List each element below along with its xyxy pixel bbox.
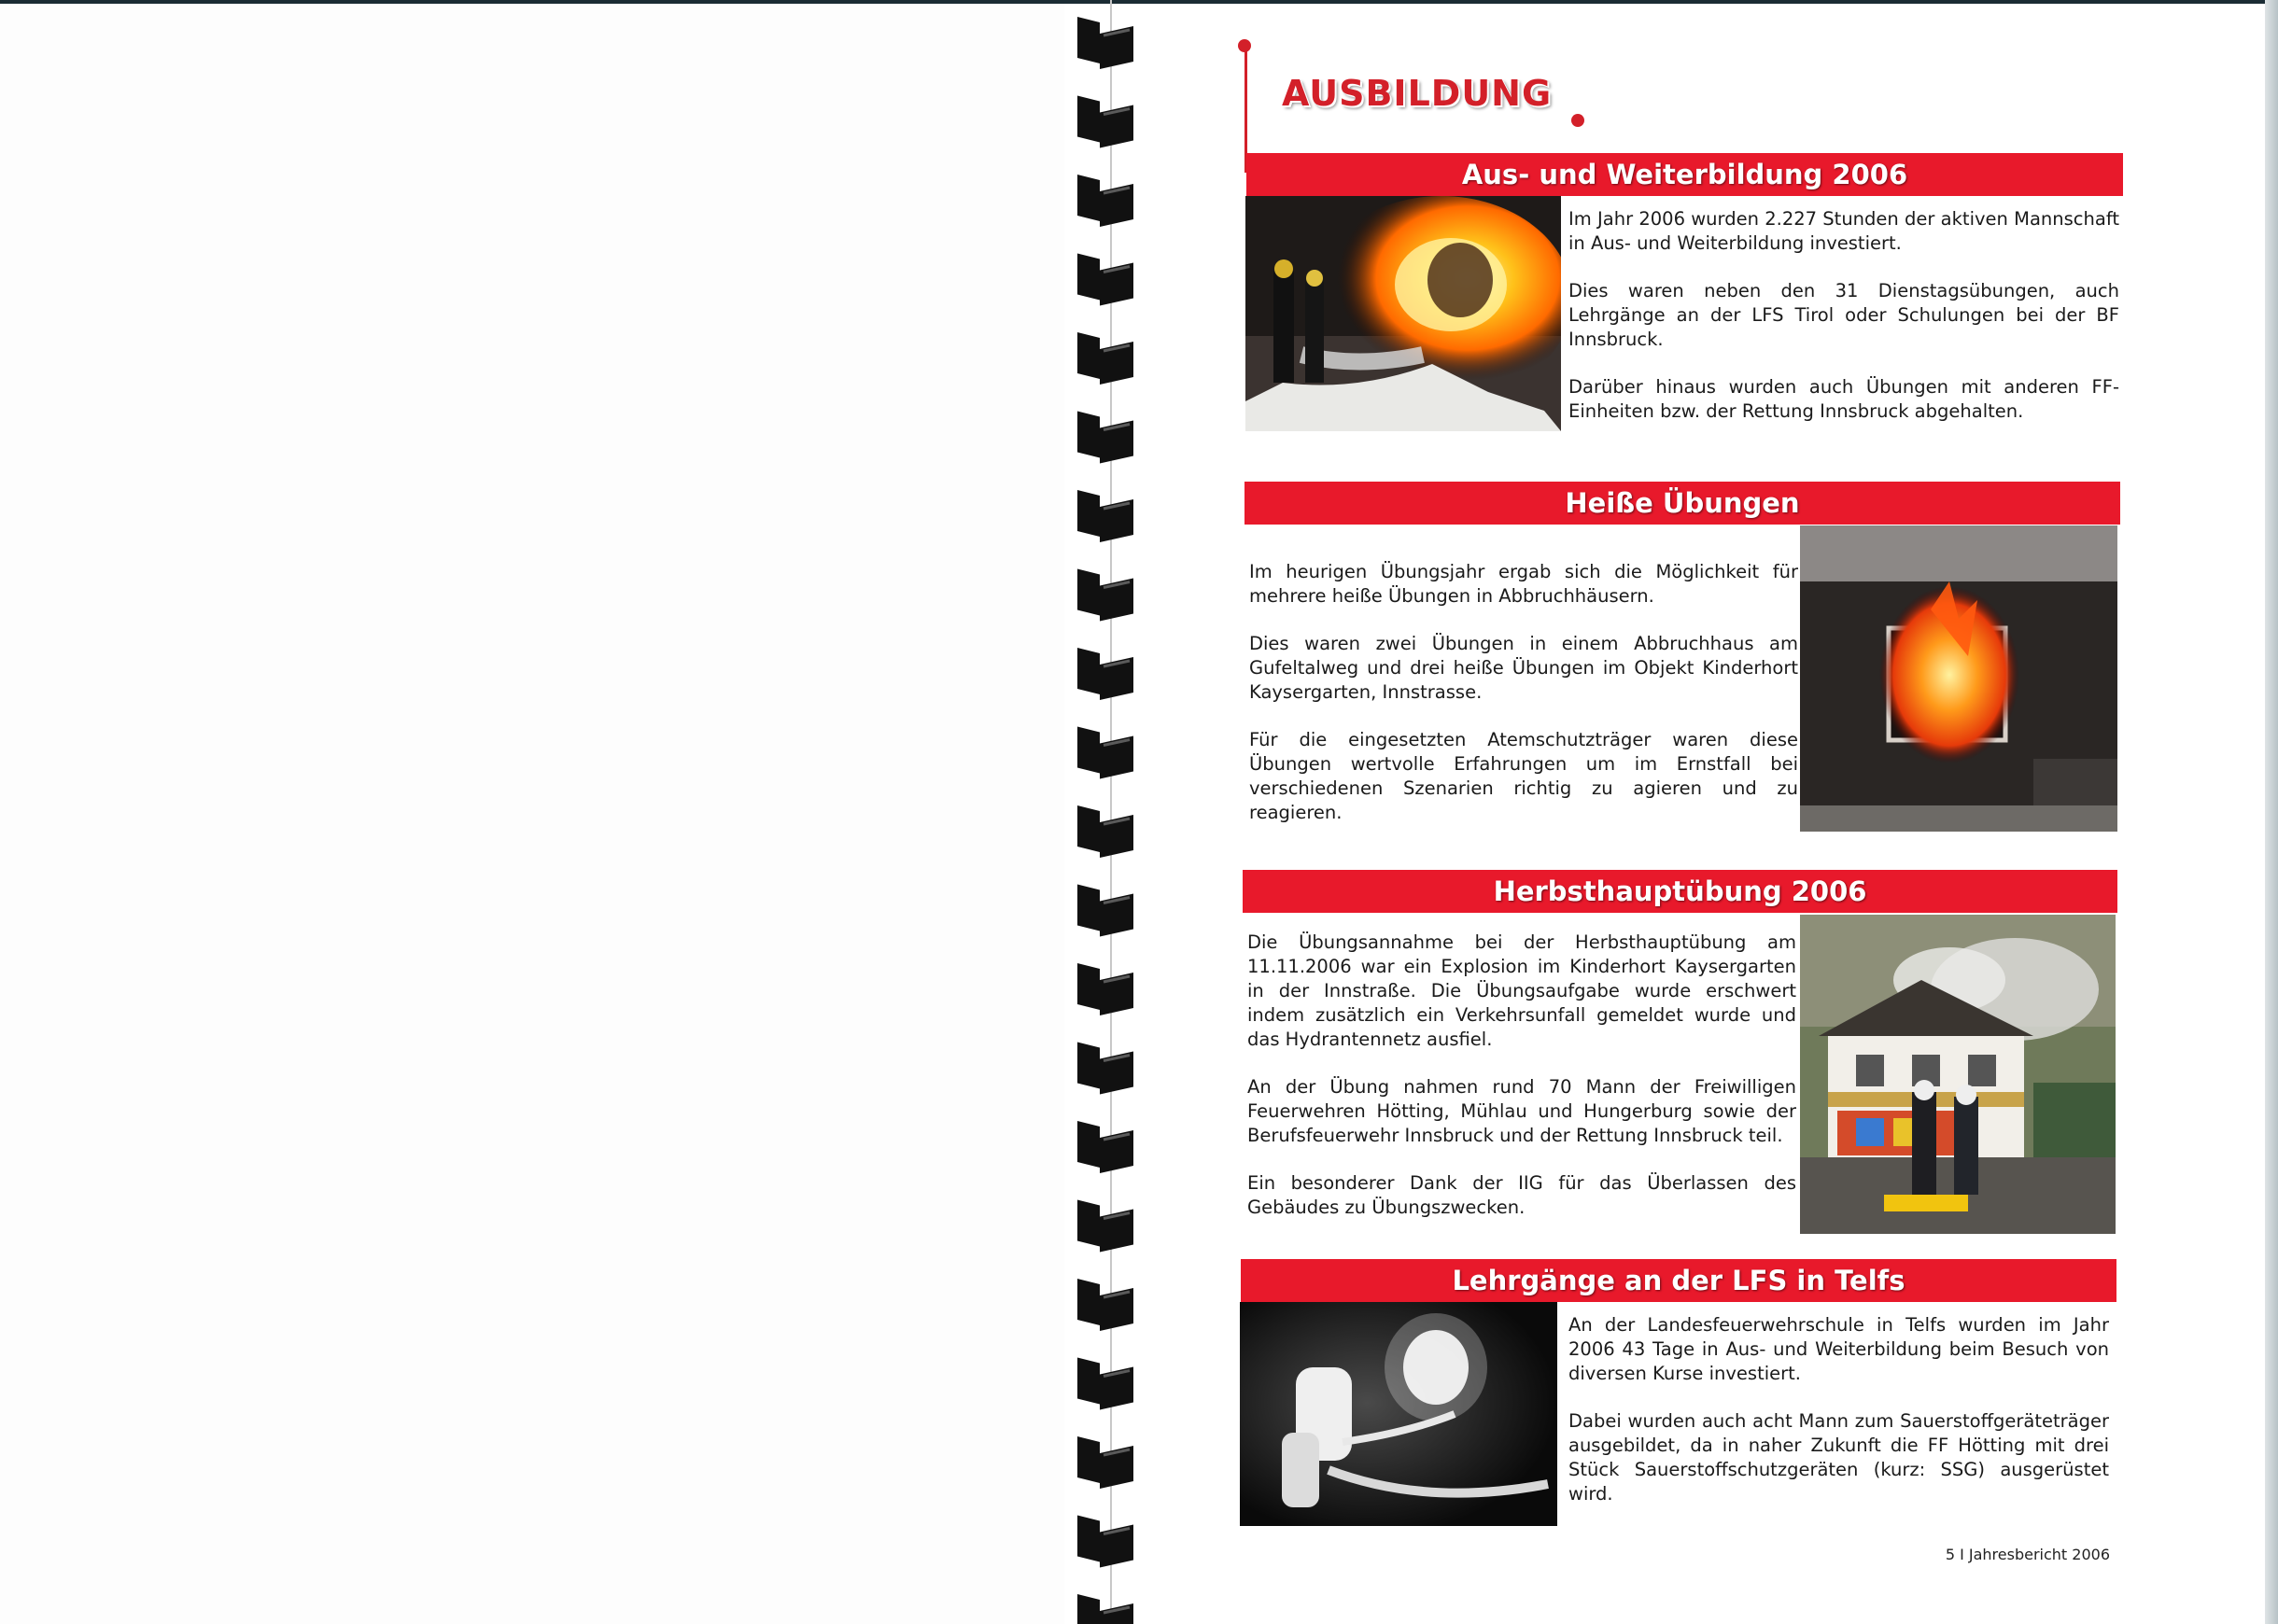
spiral-ring [1077,648,1133,700]
section-text-heisse-uebungen [1249,560,1798,848]
page-title: AUSBILDUNG [1282,73,1553,114]
spiral-ring [1077,1516,1133,1568]
paragraph: Für die eingesetzten Atemschutzträger waren diese Übungen wertvolle Erfahrungen um im Ernstfall bei verschiedenen Szenarien richtig zu agieren und zu reagieren. [1249,729,1798,823]
paragraph: Darüber hinaus wurden auch Übungen mit anderen FF-Einheiten bzw. der Rettung Innsbruck abgehalten. [1568,376,2119,422]
spiral-ring [1077,490,1133,542]
spiral-ring [1077,727,1133,779]
spiral-ring [1077,175,1133,227]
spiral-ring [1077,96,1133,148]
section-heading-aus-weiterbildung: Aus- und Weiterbildung 2006 [1246,153,2123,196]
spiral-ring [1077,1358,1133,1410]
title-dot-end [1571,114,1584,127]
thermal-camera-photo [1240,1302,1557,1526]
paragraph: Dabei wurden auch acht Mann zum Sauerstoffgeräteträger ausgebildet, da in naher Zukunft die FF Hötting mit drei Stück Sauerstoffschutzgeräten (kurz: SSG) ausgerüstet wird. [1568,1410,2109,1505]
spiral-ring [1077,1043,1133,1095]
blank-left-page [0,4,1064,1624]
section-text-herbsthauptuebung [1247,931,1796,1243]
paragraph: Dies waren neben den 31 Dienstagsübungen, auch Lehrgänge an der LFS Tirol oder Schulungen bei der BF Innsbruck. [1568,280,2119,350]
paragraph: Ein besonderer Dank der IIG für das Überlassen des Gebäudes zu Übungszwecken. [1247,1172,1796,1218]
spiral-ring [1077,412,1133,464]
spiral-ring [1077,17,1133,69]
spiral-binding [1072,0,1139,1624]
paragraph: An der Übung nahmen rund 70 Mann der Freiwilligen Feuerwehren Hötting, Mühlau und Hungerburg sowie der Berufsfeuerwehr Innsbruck und der Rettung Innsbruck teil. [1247,1076,1796,1146]
page-footer: 5 I Jahresbericht 2006 [1945,1546,2110,1563]
section-text-lehrgaenge-lfs [1568,1313,2109,1530]
title-dot-top [1238,39,1251,52]
spiral-ring [1077,963,1133,1015]
building-exercise-smoke-photo [1800,915,2116,1234]
paragraph: Im heurigen Übungsjahr ergab sich die Möglichkeit für mehrere heiße Übungen in Abbruchhäusern. [1249,561,1798,607]
paragraph: Im Jahr 2006 wurden 2.227 Stunden der aktiven Mannschaft in Aus- und Weiterbildung investiert. [1568,208,2119,254]
page-edge-shadow [2265,0,2278,1624]
spiral-ring [1077,332,1133,385]
section-heading-heisse-uebungen: Heiße Übungen [1244,482,2120,525]
paragraph: An der Landesfeuerwehrschule in Telfs wurden im Jahr 2006 43 Tage in Aus- und Weiterbildung beim Besuch von diversen Kurse investiert. [1568,1314,2109,1384]
firefighters-foam-fire-photo [1245,196,1561,431]
spiral-ring [1077,805,1133,858]
section-heading-lehrgaenge-lfs: Lehrgänge an der LFS in Telfs [1241,1259,2116,1302]
section-text-aus-weiterbildung [1568,207,2119,447]
spiral-ring [1077,1121,1133,1173]
spiral-ring [1077,254,1133,306]
section-heading-herbsthauptuebung: Herbsthauptübung 2006 [1243,870,2117,913]
spiral-ring [1077,1279,1133,1331]
burning-window-photo [1800,525,2117,832]
spiral-ring [1077,1436,1133,1489]
spiral-ring [1077,569,1133,622]
spiral-ring [1077,885,1133,937]
paragraph: Dies waren zwei Übungen in einem Abbruchhaus am Gufeltalweg und drei heiße Übungen im Objekt Kinderhort Kaysergarten, Innstrasse. [1249,633,1798,703]
paragraph: Die Übungsannahme bei der Herbsthauptübung am 11.11.2006 war ein Explosion im Kinderhort Kaysergarten in der Innstraße. Die Übungsaufgabe wurde erschwert indem zusätzlich ein Verkehrsunfall gemeldet wurde und das Hydrantennetz ausfiel. [1247,931,1796,1050]
spiral-ring [1077,1200,1133,1253]
